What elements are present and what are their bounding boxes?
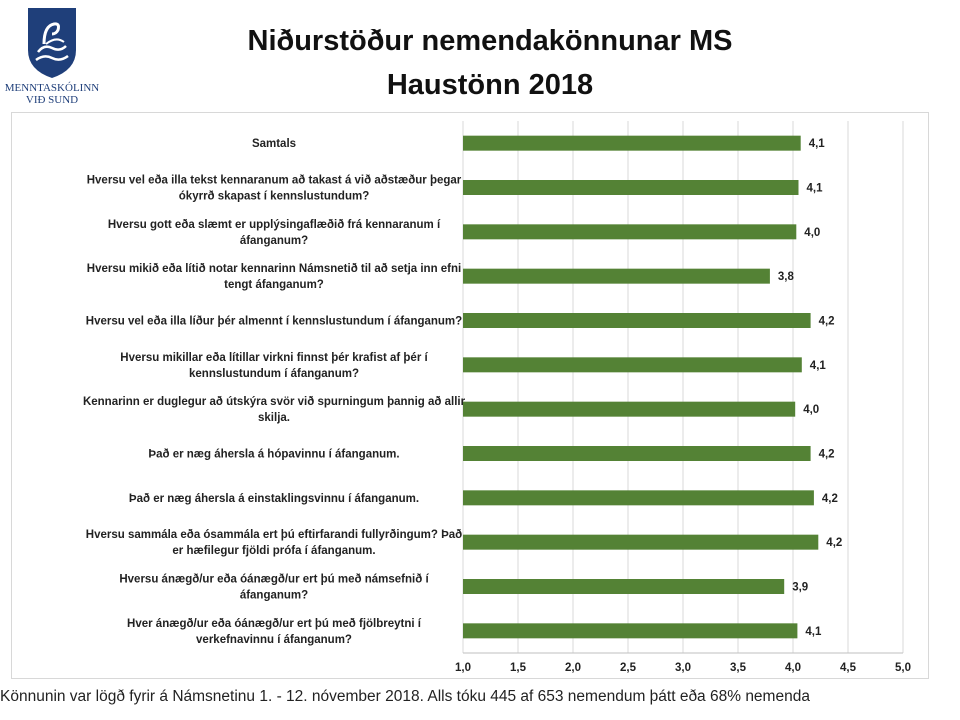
logo-name: MENNTASKÓLINN — [4, 82, 100, 94]
category-label: Hversu ánægð/ur eða óánægð/ur ert þú með námsefnið í — [119, 573, 429, 586]
x-tick-label: 4,5 — [840, 662, 856, 674]
page-title-line1: Niðurstöður nemendakönnunar MS — [247, 25, 733, 57]
data-label: 4,2 — [821, 492, 838, 505]
x-tick-label: 3,0 — [675, 662, 691, 674]
bar — [463, 357, 802, 372]
data-label: 3,9 — [792, 581, 809, 594]
data-label: 4,0 — [804, 226, 821, 239]
data-label: 4,1 — [805, 625, 822, 638]
category-label: Hversu vel eða illa líður þér almennt í kennslustundum í áfanganum? — [85, 315, 463, 328]
category-label: áfanganum? — [239, 234, 309, 247]
bar-chart — [12, 113, 928, 678]
x-tick-label: 2,0 — [565, 662, 581, 674]
bar — [463, 579, 784, 594]
category-label: tengt áfanganum? — [224, 279, 324, 292]
category-label: Það er næg áhersla á einstaklingsvinnu í áfanganum. — [128, 492, 420, 505]
bar — [463, 535, 818, 550]
category-label: Hversu vel eða illa tekst kennaranum að takast á við aðstæður þegar — [86, 174, 462, 187]
category-label: Hversu mikillar eða lítillar virkni finnst þér krafist af þér í — [120, 351, 428, 364]
category-label: Hversu gott eða slæmt er upplýsingaflæðið frá kennaranum í — [107, 218, 441, 231]
survey-footnote: Könnunin var lögð fyrir á Námsnetinu 1. - 12. nóvember 2018. Alls tóku 445 af 653 nemendum þátt eða 68% nemenda — [0, 688, 810, 705]
bar — [463, 269, 770, 284]
logo-subname: VIÐ SUND — [25, 94, 79, 106]
category-label: skilja. — [258, 412, 290, 425]
bar — [463, 623, 797, 638]
bar — [463, 180, 799, 195]
category-label: Samtals — [251, 138, 297, 151]
x-tick-label: 5,0 — [895, 662, 911, 674]
category-label: Hversu sammála eða ósammála ert þú eftirfarandi fullyrðingum? Það — [85, 529, 463, 542]
school-logo — [0, 4, 110, 104]
swan-crest-icon — [0, 4, 104, 80]
data-label: 4,0 — [803, 404, 820, 417]
x-tick-label: 2,5 — [620, 662, 636, 674]
data-label: 4,1 — [808, 138, 825, 151]
category-label: Kennarinn er duglegur að útskýra svör við spurningum þannig að allir — [82, 396, 466, 409]
x-tick-label: 4,0 — [785, 662, 801, 674]
category-label: verkefnavinnu í áfanganum? — [196, 633, 352, 646]
data-label: 4,1 — [806, 182, 823, 195]
category-label: ókyrrð skapast í kennslustundum? — [178, 190, 370, 203]
bar — [463, 313, 811, 328]
data-label: 4,2 — [818, 448, 835, 461]
category-label: er hæfilegur fjöldi prófa í áfanganum. — [172, 545, 376, 558]
data-label: 4,2 — [818, 315, 835, 328]
category-label: Hversu mikið eða lítið notar kennarinn Námsnetið til að setja inn efni — [86, 263, 462, 276]
x-tick-label: 1,0 — [455, 662, 471, 674]
bar — [463, 490, 814, 505]
bar — [463, 136, 801, 151]
page-title-line2: Haustönn 2018 — [386, 69, 594, 101]
bar — [463, 402, 795, 417]
data-label: 4,2 — [826, 537, 843, 550]
bar — [463, 446, 811, 461]
bar — [463, 224, 796, 239]
category-label: Hver ánægð/ur eða óánægð/ur ert þú með fjölbreytni í — [127, 617, 421, 630]
category-label: Það er næg áhersla á hópavinnu í áfanganum. — [148, 448, 400, 461]
data-label: 4,1 — [809, 359, 826, 372]
x-tick-label: 1,5 — [510, 662, 526, 674]
x-tick-label: 3,5 — [730, 662, 746, 674]
data-label: 3,8 — [777, 271, 794, 284]
category-label: kennslustundum í áfanganum? — [189, 367, 359, 380]
chart-frame — [11, 112, 929, 679]
category-label: áfanganum? — [239, 589, 309, 602]
